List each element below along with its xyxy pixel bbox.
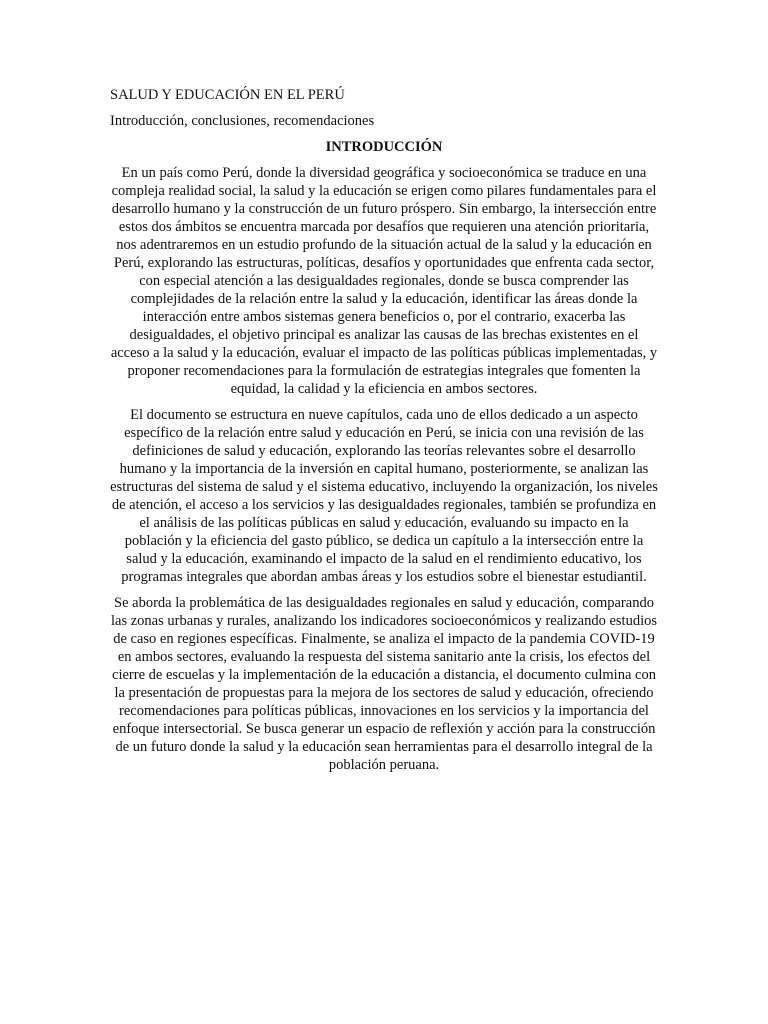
paragraph-1: En un país como Perú, donde la diversidad geográfica y socioeconómica se traduce en una compleja realidad social, la salud y la educación se erigen como pilares fundamentales para el desarrollo humano y la construcción de un futuro próspero. Sin embargo, la intersección entre estos dos ámbitos se encuentra marcada por desafíos que requieren una atención prioritaria, nos adentraremos en un estudio profundo de la situación actual de la salud y la educación en Perú, explorando las estructuras, políticas, desafíos y oportunidades que enfrenta cada sector, con especial atención a las desigualdades regionales, donde se busca comprender las complejidades de la relación entre la salud y la educación, identificar las áreas donde la interacción entre ambos sistemas genera beneficios o, por el contrario, exacerba las desigualdades, el objetivo principal es analizar las causas de las brechas existentes en el acceso a la salud y la educación, evaluar el impacto de las políticas públicas implementadas, y proponer recomendaciones para la formulación de estrategias integrales que fomenten la equidad, la calidad y la eficiencia en ambos sectores. — [110, 165, 658, 397]
section-heading: INTRODUCCIÓN — [325, 139, 443, 155]
document-title: SALUD Y EDUCACIÓN EN EL PERÚ — [110, 87, 345, 103]
paragraph-2: El documento se estructura en nueve capítulos, cada uno de ellos dedicado a un aspecto específico de la relación entre salud y educación en Perú, se inicia con una revisión de las definiciones de salud y educación, explorando las teorías relevantes sobre el desarrollo humano y la importancia de la inversión en capital humano, posteriormente, se analizan las estructuras del sistema de salud y el sistema educativo, incluyendo la organización, los niveles de atención, el acceso a los servicios y las desigualdades regionales, también se profundiza en el análisis de las políticas públicas en salud y educación, evaluando su impacto en la población y la eficiencia del gasto público, se dedica un capítulo a la intersección entre la salud y la educación, examinando el impacto de la salud en el rendimiento educativo, los programas integrales que abordan ambas áreas y los estudios sobre el bienestar estudiantil. — [110, 407, 658, 585]
paragraph-3: Se aborda la problemática de las desigualdades regionales en salud y educación, comparando las zonas urbanas y rurales, analizando los indicadores socioeconómicos y realizando estudios de caso en regiones específicas. Finalmente, se analiza el impacto de la pandemia COVID-19 en ambos sectores, evaluando la respuesta del sistema sanitario ante la crisis, los efectos del cierre de escuelas y la implementación de la educación a distancia, el documento culmina con la presentación de propuestas para la mejora de los sectores de salud y educación, ofreciendo recomendaciones para políticas públicas, innovaciones en los servicios y la importancia del enfoque intersectorial. Se busca generar un espacio de reflexión y acción para la construcción de un futuro donde la salud y la educación sean herramientas para el desarrollo integral de la población peruana. — [111, 595, 657, 773]
document-page — [110, 86, 658, 782]
document-subtitle: Introducción, conclusiones, recomendaciones — [110, 113, 375, 129]
